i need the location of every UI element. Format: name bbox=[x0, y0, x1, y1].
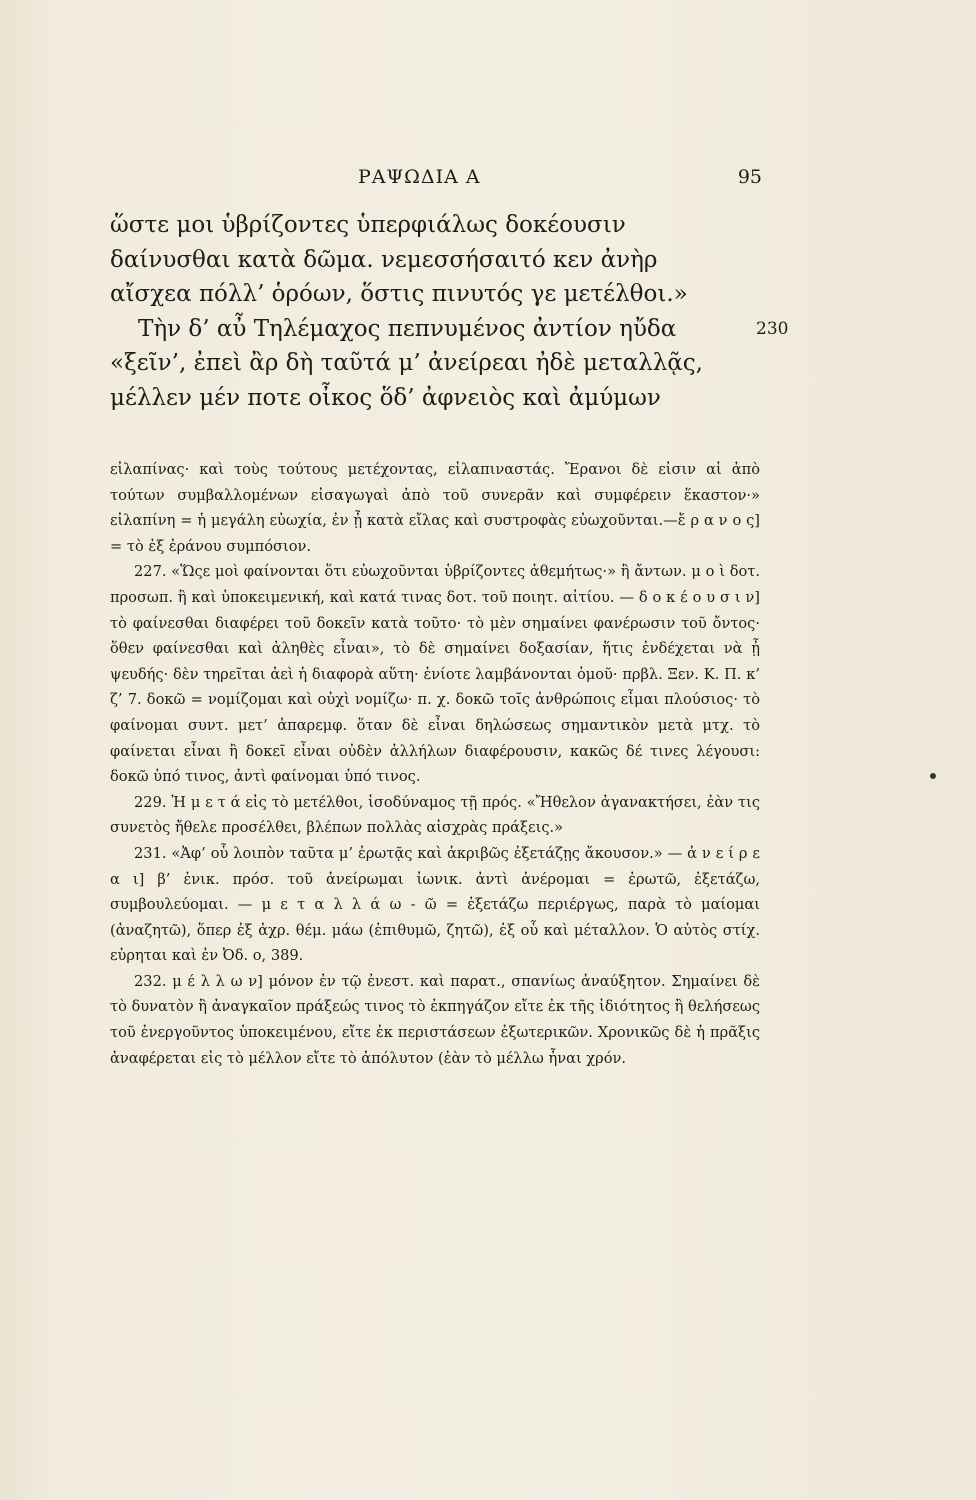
commentary-note-229: 229. Ἠ μ ε τ ά εἰς τὸ μετέλθοι, ἰσοδύναμος τῇ πρός. «Ἤθελον ἀγανακτήσει, ἐὰν τις συνετὸς ἤθελε προσέλθει, βλέπων πολλὰς αἰσχρὰς πράξεις.» bbox=[110, 793, 760, 837]
verse-line bbox=[110, 312, 789, 347]
line-number: 230 bbox=[756, 318, 789, 339]
verse-line bbox=[110, 208, 762, 243]
commentary-note-227: 227. «Ὥςε μοὶ φαίνονται ὅτι εὐωχοῦνται ὑβρίζοντες ἀθεμήτως·» ἢ ἄντων. μ ο ὶ δοτ. προσωπ. ἢ καὶ ὑποκειμενική, καὶ κατά τινας δοτ. τοῦ ποιητ. αἰτίου. — δ ο κ έ ο υ σ ι ν] τὸ φαίνεσθαι διαφέρει τοῦ δοκεῖν κατὰ τοῦτο· τὸ μὲν σημαίνει φανέρωσιν τοῦ ὄντος· ὅθεν φαίνεσθαι καὶ ἀληθὲς εἶναι», τὸ δὲ σημαίνει δοξασίαν, ἥτις ἐνδέχεται νὰ ᾖ ψευδής· δὲν τηρεῖται ἀεὶ ἡ διαφορὰ αὕτη· ἐνίοτε λαμβάνονται ὁμοῦ· πρβλ. Ξεν. Κ. Π. κ’ ζ’ 7. δοκῶ = νομίζομαι καὶ οὐχὶ νομίζω· π. χ. δοκῶ τοῖς ἀνθρώποις εἶμαι πλούσιος· τὸ φαίνομαι συντ. μετ’ ἀπαρεμφ. ὅταν δὲ εἶναι δηλώσεως σημαντικὸν μετὰ μτχ. τὸ φαίνεται εἶναι ἢ δοκεῖ εἶναι οὐδὲν ἀλλήλων διαφέρουσιν, κακῶς δέ τινες λέγουσι: δοκῶ ὑπό τινος, ἀντὶ φαίνομαι ὑπό τινος. bbox=[110, 563, 760, 786]
verse-block bbox=[110, 208, 789, 415]
running-head bbox=[110, 166, 762, 196]
verse-line bbox=[110, 243, 762, 278]
margin-dot bbox=[930, 773, 936, 779]
verse-text: Τὴν δ’ αὖ Τηλέμαχος πεπνυμένος ἀντίον ηὔδα bbox=[138, 315, 677, 342]
verse-line bbox=[110, 277, 762, 312]
verse-text: ὥστε μοι ὑβρίζοντες ὑπερφιάλως δοκέουσιν bbox=[110, 212, 626, 238]
commentary-note-231: 231. «Ἀφ’ οὗ λοιπὸν ταῦτα μ’ ἐρωτᾷς καὶ ἀκριβῶς ἐξετάζῃς ἄκουσον.» — ἀ ν ε ί ρ ε α ι] β’ ἐνικ. πρόσ. τοῦ ἀνείρωμαι ἰωνικ. ἀντὶ ἀνέρομαι = ἐρωτῶ, ἐξετάζω, συμβουλεύομαι. — μ ε τ α λ λ ά ω - ῶ = ἐξετάζω περιέργως, παρὰ τὸ μαίομαι (ἀναζητῶ), ὅπερ ἐξ ἀχρ. θέμ. μάω (ἐπιθυμῶ, ζητῶ), ἐξ οὗ καὶ μέταλλον. Ὁ αὐτὸς στίχ. εὑρηται καὶ ἐν Ὀδ. ο, 389. bbox=[110, 844, 760, 965]
page-number: 95 bbox=[737, 166, 762, 188]
verse-text: «ξεῖν’, ἐπεὶ ἂρ δὴ ταῦτά μ’ ἀνείρεαι ἠδὲ μεταλλᾷς, bbox=[110, 350, 703, 376]
verse-text: δαίνυσθαι κατὰ δῶμα. νεμεσσήσαιτό κεν ἀνὴρ bbox=[110, 246, 658, 273]
verse-line bbox=[110, 381, 762, 416]
verse-line bbox=[110, 346, 762, 381]
verse-text: μέλλεν μέν ποτε οἶκος ὅδ’ ἀφνειὸς καὶ ἀμύμων bbox=[110, 384, 661, 411]
commentary-paragraph: εἰλαπίνας· καὶ τοὺς τούτους μετέχοντας, εἰλαπιναστάς. Ἔρανοι δὲ εἰσιν αἱ ἀπὸ τούτων συμβαλλομένων εἰσαγωγαὶ ἀπὸ τοῦ συνερᾶν καὶ συμφέρειν ἕκαστον·» εἰλαπίνη = ἡ μεγάλη εὐωχία, ἐν ᾗ κατὰ εἴλας καὶ συστροφὰς εὐωχοῦνται.—ἔ ρ α ν ο ς] = τὸ ἐξ ἐράνου συμπόσιον. bbox=[110, 461, 760, 555]
running-title: ΡΑΨΩΔΙΑ Α bbox=[358, 166, 481, 188]
verse-text: αἴσχεα πόλλ’ ὁρόων, ὅστις πινυτός γε μετέλθοι.» bbox=[110, 281, 688, 307]
commentary-note-232: 232. μ έ λ λ ω ν] μόνον ἐν τῷ ἐνεστ. καὶ παρατ., σπανίως ἀναύξητον. Σημαίνει δὲ τὸ δυνατὸν ἢ ἀναγκαῖον πράξεώς τινος τὸ ἐκπηγάζον εἴτε ἐκ τῆς ἰδιότητος ἢ θελήσεως τοῦ ἐνεργοῦντος ὑποκειμένου, εἴτε ἐκ περιστάσεων ἐξωτερικῶν. Χρονικῶς δὲ ἡ πρᾶξις ἀναφέρεται εἰς τὸ μέλλον εἴτε τὸ ἀπόλυτον (ἐὰν τὸ μέλλω ἦναι χρόν. bbox=[110, 972, 760, 1067]
commentary-block bbox=[110, 457, 760, 1071]
